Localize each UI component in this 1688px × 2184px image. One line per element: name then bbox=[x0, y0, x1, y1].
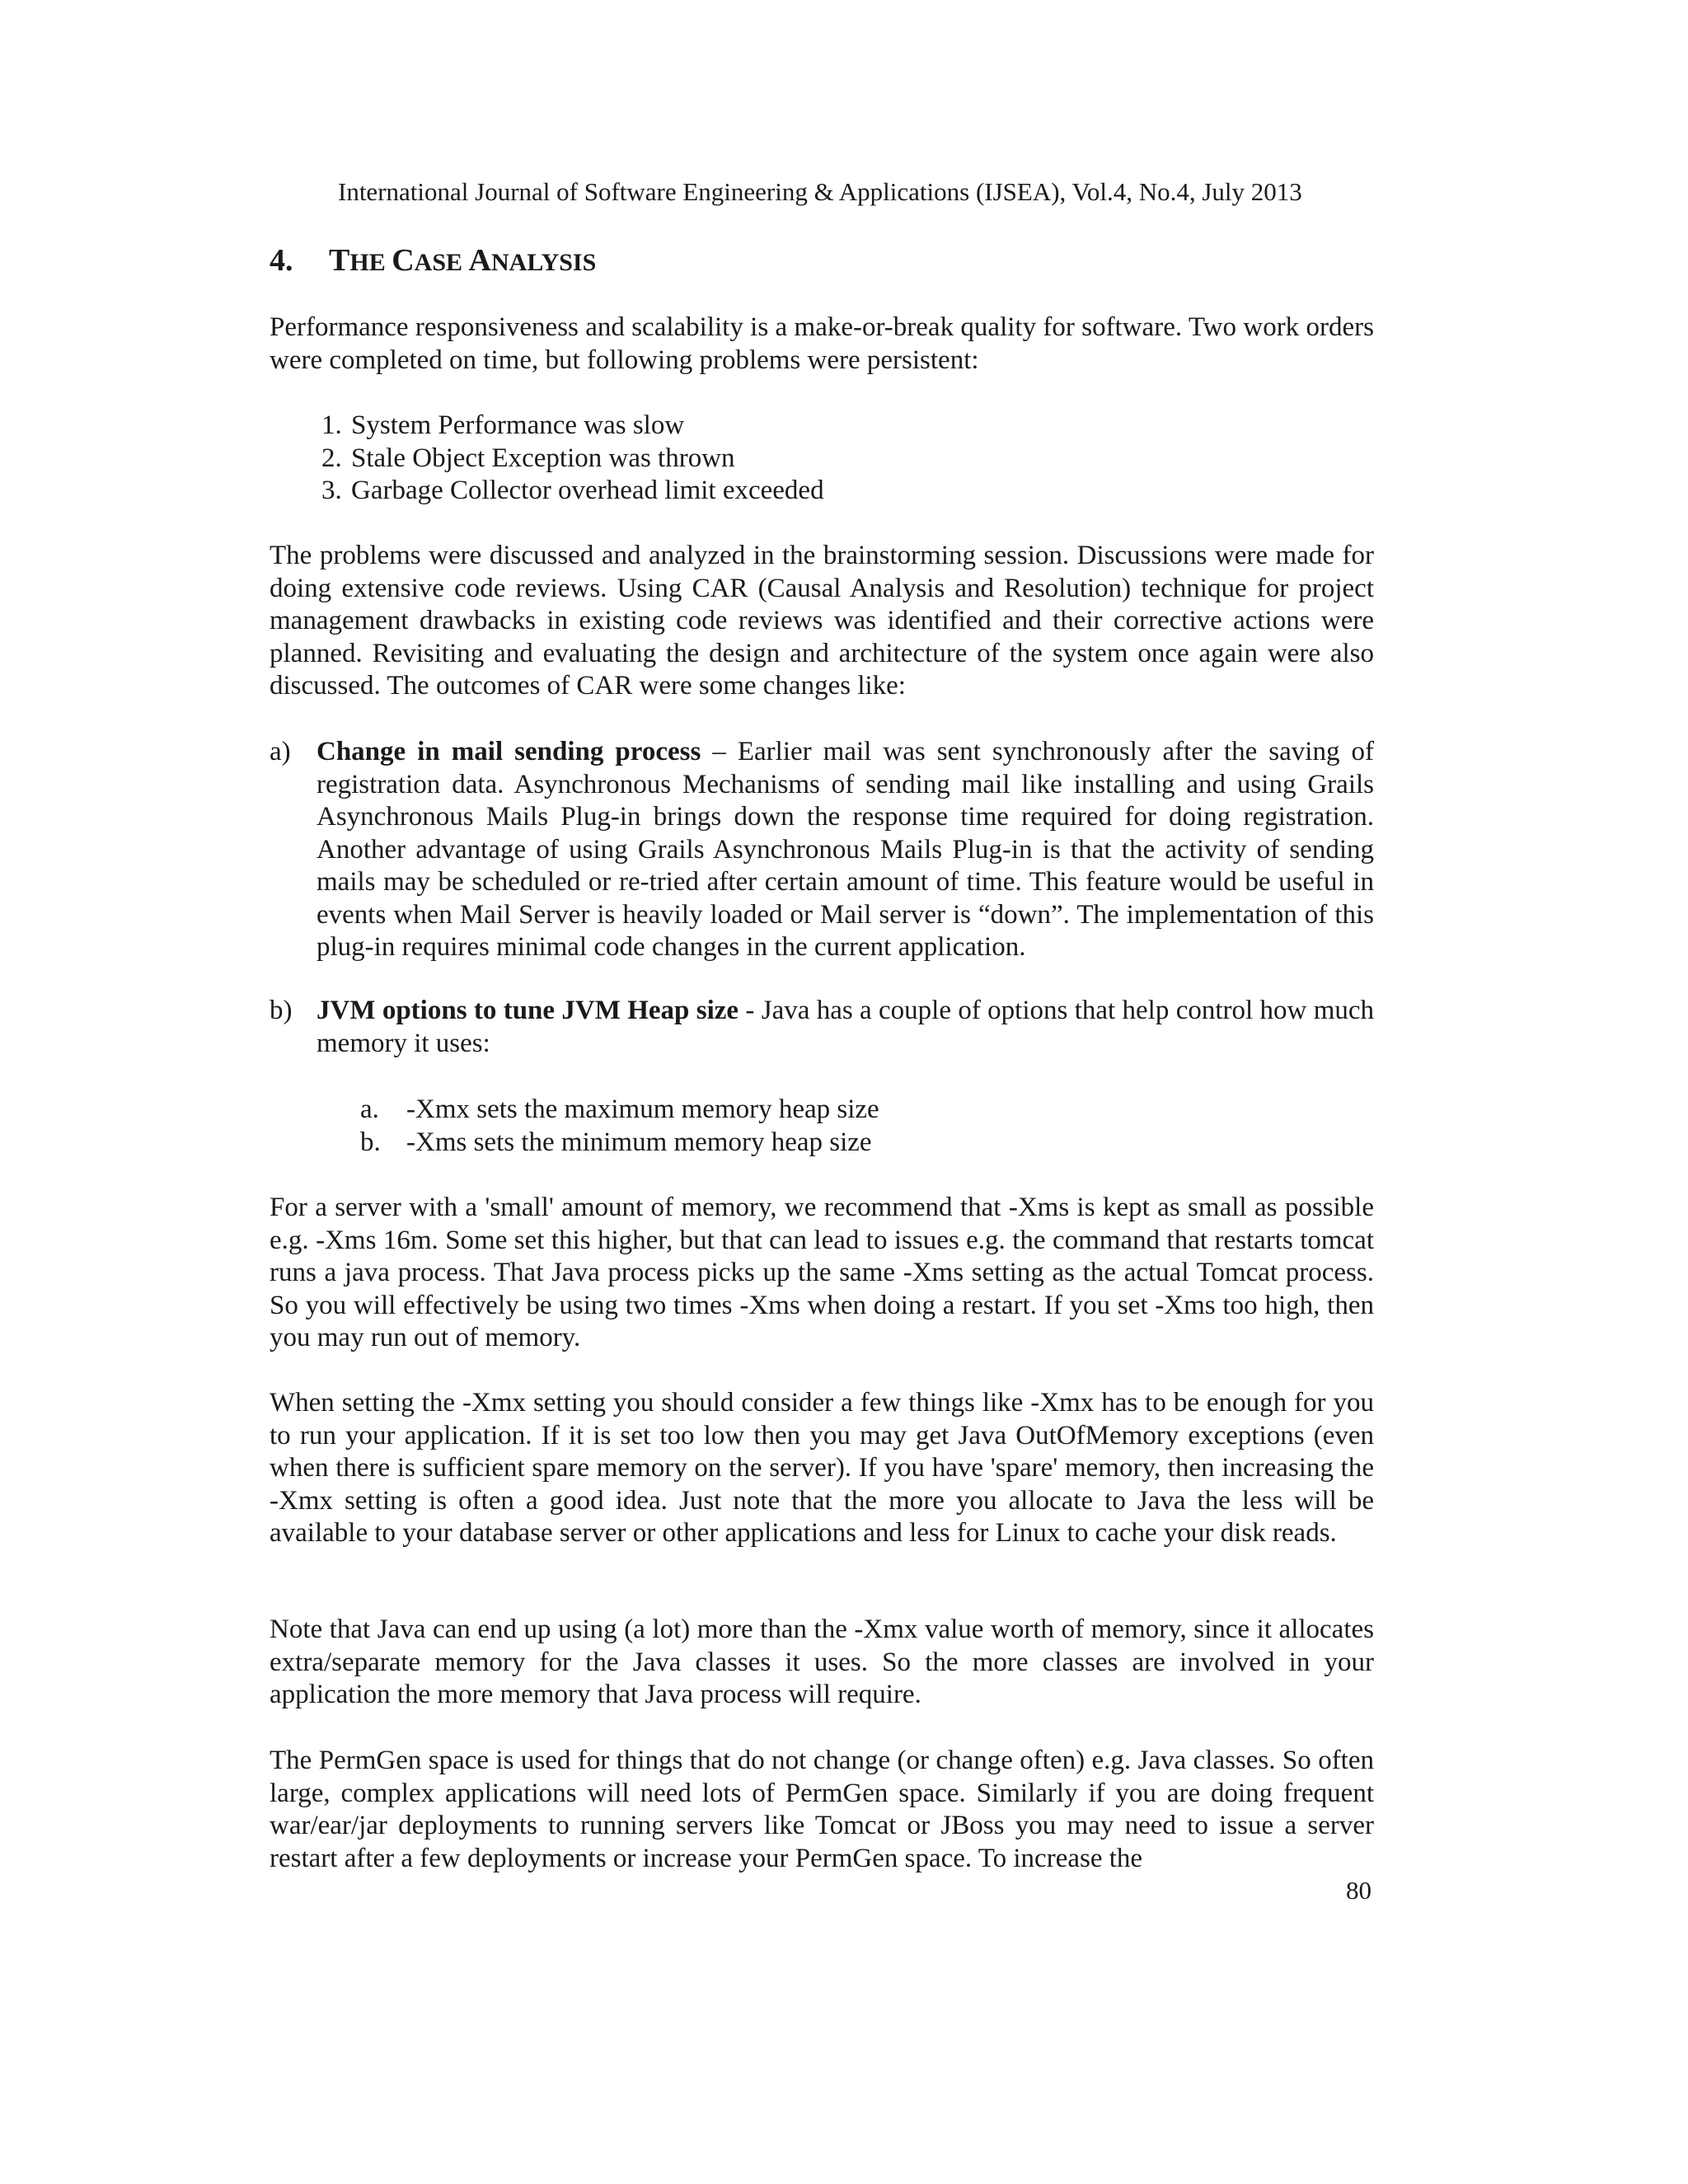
paragraph-xmx: When setting the -Xmx setting you should consider a few things like -Xmx has to be enough for you to run your application. If it is set too low then you may get Java OutOfMemory exceptions (even when there is sufficient spare memory on the server). If you have 'spare' memory, then increasing the -Xmx setting is often a good idea. Just note that the more you allocate to Java the less will be available to your database server or other applications and less for Linux to cache your disk reads. bbox=[270, 1388, 1374, 1548]
running-header: International Journal of Software Engineering & Applications (IJSEA), Vol.4, No.4, July 2013 bbox=[338, 177, 1302, 206]
paragraph-problems-discussed: The problems were discussed and analyzed in the brainstorming session. Discussions were made for doing extensive code reviews. Using CAR (Causal Analysis and Resolution) technique for project management drawbacks in existing code reviews was identified and their corrective actions were planned. Revisiting and evaluating the design and architecture of the system once again were also discussed. The outcomes of CAR were some changes like: bbox=[270, 541, 1374, 701]
page-number: 80 bbox=[1346, 1876, 1372, 1905]
change-item-jvm: b) JVM options to tune JVM Heap size - Java has a couple of options that help control how much memory it uses: bbox=[270, 996, 1375, 1058]
list-item: b. -Xms sets the minimum memory heap size bbox=[360, 1127, 872, 1157]
paragraph-intro: Performance responsiveness and scalability is a make-or-break quality for software. Two work orders were completed on time, but following problems were persistent: bbox=[270, 312, 1374, 375]
section-heading: 4. THE CASE ANALYSIS bbox=[270, 241, 596, 283]
change-item-mail: a) Change in mail sending process – Earlier mail was sent synchronously after the saving of registration data. Asynchronous Mechanisms of sending mail like installing and using Grails Asynchronous Mails Plug-in brings down the response time required for doing registration. Another advantage of using Grails Asynchronous Mails Plug-in is that the activity of sending mails may be scheduled or re-tried after certain amount of time. This feature would be useful in events when Mail Server is heavily loaded or Mail server is “down”. The implementation of this plug-in requires minimal code changes in the current application. bbox=[270, 737, 1374, 962]
jvm-options-list bbox=[360, 1094, 1349, 1159]
list-item: 1. System Performance was slow bbox=[321, 410, 685, 440]
paragraph-xms: For a server with a 'small' amount of memory, we recommend that -Xms is kept as small as possible e.g. -Xms 16m. Some set this higher, but that can lead to issues e.g. the command that restarts tomcat runs a java process. That Java process picks up the same -Xms setting as the actual Tomcat process. So you will effectively be using two times -Xms when doing a restart. If you set -Xms too high, then you may run out of memory. bbox=[270, 1193, 1374, 1352]
problems-list bbox=[321, 410, 1352, 508]
paragraph-java-memory: Note that Java can end up using (a lot) more than the -Xmx value worth of memory, since it allocates extra/separate memory for the Java classes it uses. So the more classes are involved in your application the more memory that Java process will require. bbox=[270, 1615, 1374, 1709]
section-number: 4. bbox=[270, 243, 293, 278]
list-item: 3. Garbage Collector overhead limit exceeded bbox=[321, 476, 824, 505]
paragraph-permgen: The PermGen space is used for things that do not change (or change often) e.g. Java classes. So often large, complex applications will need lots of PermGen space. Similarly if you are doing frequent war/ear/jar deployments to running servers like Tomcat or JBoss you may need to issue a server restart after a few deployments or increase your PermGen space. To increase the bbox=[270, 1746, 1374, 1873]
list-item: a. -Xmx sets the maximum memory heap size bbox=[360, 1094, 879, 1124]
list-item: 2. Stale Object Exception was thrown bbox=[321, 443, 735, 473]
